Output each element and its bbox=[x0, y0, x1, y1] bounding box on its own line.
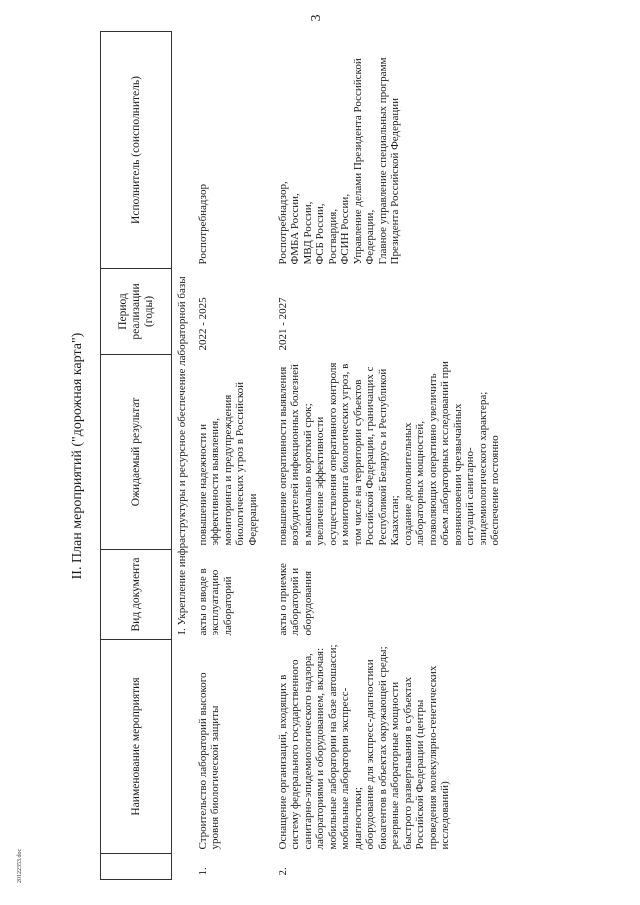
row-name: Строительство лабораторий высокого уровня биологической защиты bbox=[196, 672, 221, 850]
row-executor: Роспотребнадзор bbox=[196, 184, 209, 265]
rotated-page-content bbox=[60, 32, 575, 880]
header-period: Период реализации (годы) bbox=[101, 269, 172, 355]
roadmap-table bbox=[100, 31, 506, 880]
header-executor: Исполнитель (соисполнитель) bbox=[101, 32, 172, 269]
section-title: II. План мероприятий ("дорожная карта") bbox=[70, 332, 85, 580]
row-expected-result: повышение оперативности выявления возбудителей инфекционных болезней в максимально короткий срок; увеличение эффективности осуществления оперативного контроля и мониторинга биологических угроз, в том числе на территории субъектов Российской Федерации, граничащих с Республикой Беларусь и Республикой Казахстан; создание дополнительных лабораторных мощностей, позволяющих оперативно увеличить объем лабораторных исследований при возникновении чрезвычайных ситуаций санитарно-эпидемиологического характера; обеспечение постоянно bbox=[276, 361, 501, 546]
row-doc-type: акты о вводе в эксплуатацию лабораторий bbox=[196, 568, 234, 636]
subsection-row bbox=[172, 32, 193, 880]
table-header-row bbox=[101, 32, 172, 880]
row-period: 2021 - 2027 bbox=[276, 297, 289, 351]
header-expected-result: Ожидаемый результат bbox=[101, 355, 172, 550]
table-row bbox=[273, 32, 506, 880]
header-number bbox=[101, 854, 172, 880]
row-period: 2022 - 2025 bbox=[196, 297, 209, 351]
row-name: Оснащение организаций, входящих в систему федерального государственного санитарно-эпидемиологического надзора, лабораториями и оборудованием, включая: мобильные лаборатории на базе автошасси; мобильные лаборатории экспресс-диагностики; оборудование для экспресс-диагностики биоагентов в объектах окружающей среды; резервные лабораторные мощности быстрого развертывания в субъектах Российской Федерации (центры проведения молекулярно-генетических исследований) bbox=[276, 644, 451, 850]
header-name: Наименование мероприятия bbox=[101, 640, 172, 854]
subsection-title: I. Укрепление инфраструктуры и ресурсное обеспечение лабораторной базы bbox=[176, 276, 188, 635]
row-expected-result: повышение надежности и эффективности выявления, мониторинга и предупреждения биологических угроз в Российской Федерации bbox=[196, 381, 259, 546]
row-executor: Роспотребнадзор, ФМБА России, МВД России, ФСБ России, Росгвардия, ФСИН России, Управление делами Президента Российской Федерации, Главное управление специальных программ Президента Российской Федерации bbox=[276, 57, 401, 265]
row-doc-type: акты о приемке лабораторий и оборудования bbox=[276, 563, 314, 636]
page-number: 3 bbox=[309, 14, 324, 22]
row-number: 2. bbox=[276, 867, 289, 876]
header-doc-type: Вид документа bbox=[101, 550, 172, 640]
table-row bbox=[193, 32, 273, 880]
row-number: 1. bbox=[196, 867, 209, 876]
document-reference: 20122353.doc bbox=[17, 848, 23, 883]
